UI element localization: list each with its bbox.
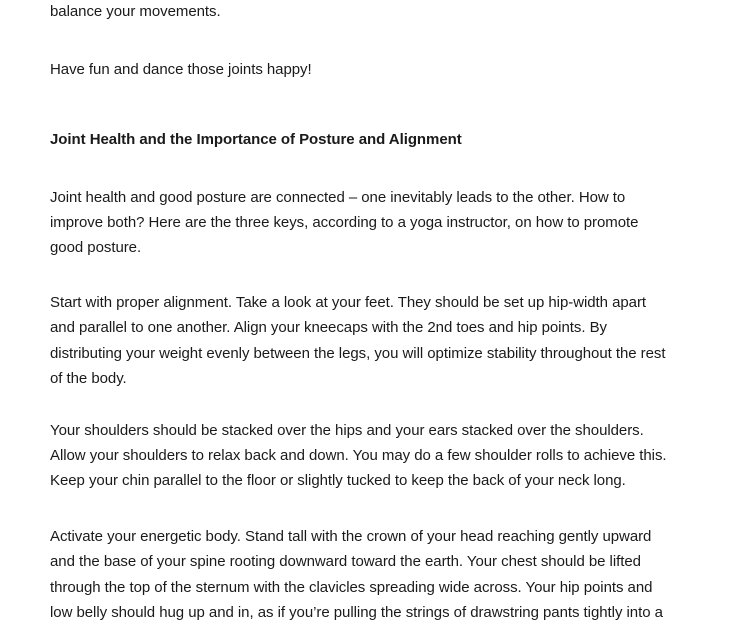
paragraph-line: and the base of your spine rooting downward toward the earth. Your chest should be lifted — [50, 553, 641, 570]
paragraph-line: Start with proper alignment. Take a look at your feet. They should be set up hip-width apart — [50, 294, 647, 311]
paragraph-line: Activate your energetic body. Stand tall with the crown of your head reaching gently upward — [50, 528, 652, 545]
paragraph-line: and parallel to one another. Align your kneecaps with the 2nd toes and hip points. By — [50, 319, 607, 336]
paragraph-line: balance your movements. — [50, 3, 221, 20]
paragraph-line: Joint health and good posture are connected – one inevitably leads to the other. How to — [50, 189, 626, 206]
paragraph-line: Keep your chin parallel to the floor or slightly tucked to keep the back of your neck long. — [50, 472, 626, 489]
paragraph-line: good posture. — [50, 239, 142, 256]
paragraph-line: distributing your weight evenly between the legs, you will optimize stability throughout the rest — [50, 345, 666, 362]
paragraph-line: through the top of the sternum with the clavicles spreading wide across. Your hip points and — [50, 579, 653, 596]
closing-line: Have fun and dance those joints happy! — [50, 61, 312, 78]
paragraph-line: Your shoulders should be stacked over the hips and your ears stacked over the shoulders. — [50, 422, 644, 439]
paragraph-line: Allow your shoulders to relax back and down. You may do a few shoulder rolls to achieve this. — [50, 447, 667, 464]
paragraph-line: improve both? Here are the three keys, according to a yoga instructor, on how to promote — [50, 214, 639, 231]
section-heading: Joint Health and the Importance of Posture and Alignment — [50, 131, 462, 148]
paragraph-line: low belly should hug up and in, as if you’re pulling the strings of drawstring pants tightly into a — [50, 604, 663, 621]
paragraph-line: of the body. — [50, 370, 127, 387]
